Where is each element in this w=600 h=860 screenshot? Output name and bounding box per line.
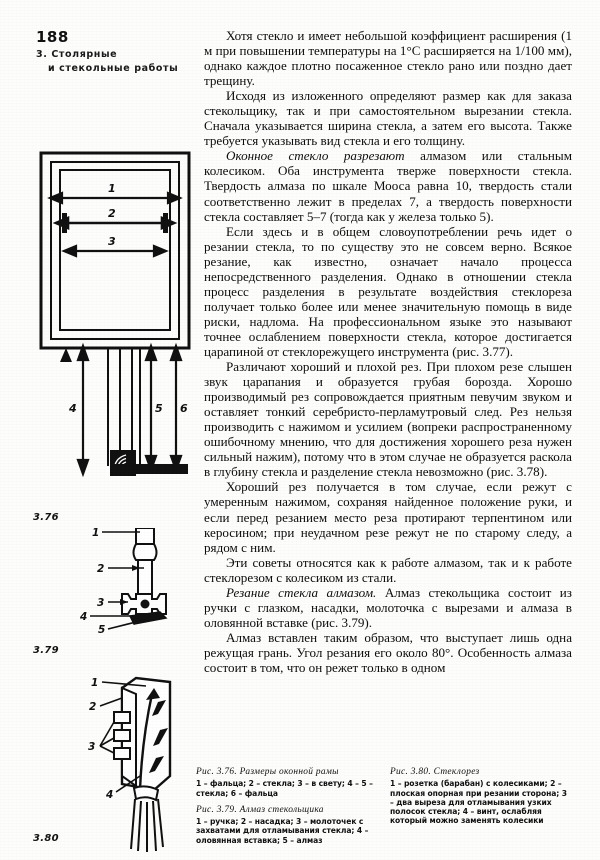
- paragraph-8-italic-lead: Резание стекла алмазом.: [226, 584, 377, 600]
- figure-3-79-diamond-tool-diagram: [78, 528, 196, 638]
- figure-3-80-callout-1: 1: [91, 677, 99, 689]
- figure-3-76-window-frame-diagram: [36, 150, 196, 500]
- paragraph-8: [204, 585, 572, 630]
- figure-3-80-number: 3.80: [33, 833, 59, 844]
- figure-3-79-callout-3: 3: [97, 597, 105, 609]
- running-head-line-2: и стекольные работы: [48, 63, 179, 75]
- running-head: [36, 48, 196, 77]
- figure-3-79-callout-4: 4: [80, 611, 88, 623]
- figure-3-76-callout-4: 4: [69, 402, 77, 415]
- paragraph-3-rest: алмазом или стальным колесиком. Оба инструмента тверже поверхности стекла. Твердость алмаза по шкале Мооса равна 10, твердость стали соответственно лежит в пределах 7, а твердость поверхности стекла составляет 5–7 (тогда как у железа только 5).: [204, 148, 573, 224]
- caption-body-3-76: 1 – фальца; 2 – стекла; 3 – в свету; 4 – 5 – стекла; 6 – фальца: [196, 779, 373, 798]
- paragraph-5: Различают хороший и плохой рез. При плохом резе слышен звук царапания и образуется грубая борозда. Хорошо производимый рез сопровождается приятным певучим звуком и оставляет тонкий серебристо-перламутровый след. Рез нельзя производить с нажимом и усилием (вопреки распространенному ошибочному мнению, что для достижения хорошего реза нужен сильный нажим), потому что в этом случае не образуется раскола в глубину стекла и разделение стекла невозможно (рис. 3.78).: [204, 359, 572, 480]
- caption-column-left: [196, 767, 376, 852]
- figure-3-76-callout-2: 2: [108, 207, 116, 220]
- paragraph-8-rest: Алмаз стекольщика состоит из ручки с глазком, насадки, молоточка с вырезами и алмаза в оловянной вставке (рис. 3.79).: [204, 584, 572, 630]
- caption-title-3-76: Рис. 3.76. Размеры оконной рамы: [196, 767, 339, 777]
- running-head-line-1: 3. Столярные: [36, 49, 118, 60]
- figure-3-76-number: 3.76: [33, 512, 59, 523]
- caption-body-3-79: 1 – ручка; 2 – насадка; 3 – молоточек с захватами для отламывания стекла; 4 – оловянная вставка; 5 – алмаз: [196, 817, 369, 845]
- paragraph-6: Хороший рез получается в том случае, если режут с умеренным нажимом, сохраняя найденное положение руки, и если перед резанием место реза протирают терпентином или керосином; при неудачном резе режут не по старому следу, а рядом с ним.: [204, 479, 572, 555]
- figure-3-79-callout-1: 1: [92, 528, 100, 539]
- figure-3-80-callout-4: 4: [106, 789, 114, 801]
- figure-3-80-callout-3: 3: [88, 741, 96, 753]
- figure-3-76-callout-1: 1: [108, 182, 116, 195]
- body-text-column: [204, 28, 572, 675]
- figure-3-76-callout-6: 6: [180, 402, 188, 415]
- caption-body-3-80: 1 – розетка (барабан) с колесиками; 2 – плоская опорная при резании сторона; 3 – два выреза для отламывания узких полосок стекла; 4 – винт, ослабляя который можно заменять колесики: [390, 779, 567, 826]
- paragraph-9: Алмаз вставлен таким образом, что выступает лишь одна режущая грань. Угол резания его около 80°. Особенность алмаза состоит в том, что он режет только в одном: [204, 629, 572, 675]
- caption-title-3-79: Рис. 3.79. Алмаз стекольщика: [196, 804, 324, 815]
- paragraph-1: Хотя стекло и имеет небольшой коэффициент расширения (1 м при повышении температуры на 1°C расширяется на 1/100 мм), однако каждое плотно посаженное стекло рано или поздно дает трещину.: [204, 28, 572, 89]
- figure-3-80-callout-2: 2: [89, 701, 97, 713]
- caption-column-right: [390, 767, 572, 832]
- figure-3-76-callout-5: 5: [155, 402, 163, 415]
- figure-3-79-callout-2: 2: [97, 563, 105, 575]
- paragraph-3-italic-lead: Оконное стекло разрезают: [226, 148, 405, 164]
- page-number: 188: [36, 28, 69, 46]
- figure-3-80-glass-cutter-diagram: [74, 658, 194, 853]
- paragraph-2: Исходя из изложенного определяют размер как для заказа стекольщику, так и при самостоятельном вырезании стекла. Сначала указывается ширина стекла, а затем его высота. Также требуется указывать вид стекла и его толщину.: [204, 88, 572, 149]
- figure-3-79-callout-5: 5: [98, 624, 106, 636]
- figure-3-76-callout-3: 3: [108, 235, 116, 248]
- caption-title-3-80: Рис. 3.80. Стеклорез: [390, 767, 480, 777]
- paragraph-4: Если здесь и в общем словоупотреблении речь идет о резании стекла, то по существу это не совсем верно. Всякое резание, как известно, означает начало процесса непосредственного разделения. Однако в отношении стекла процесс разделения в результате воздействия стеклореза получает только более или менее значительную помощь в виде риски, надлома. На профессиональном языке это называют точнее ослаблением поверхности стекла, которое достигается царапиной от стеклорежущего инструмента (рис. 3.77).: [204, 223, 572, 359]
- paragraph-3: [204, 148, 572, 223]
- paragraph-7: Эти советы относятся как к работе алмазом, так и к работе стеклорезом с колесиком из стали.: [204, 554, 572, 585]
- figure-3-79-number: 3.79: [33, 645, 59, 656]
